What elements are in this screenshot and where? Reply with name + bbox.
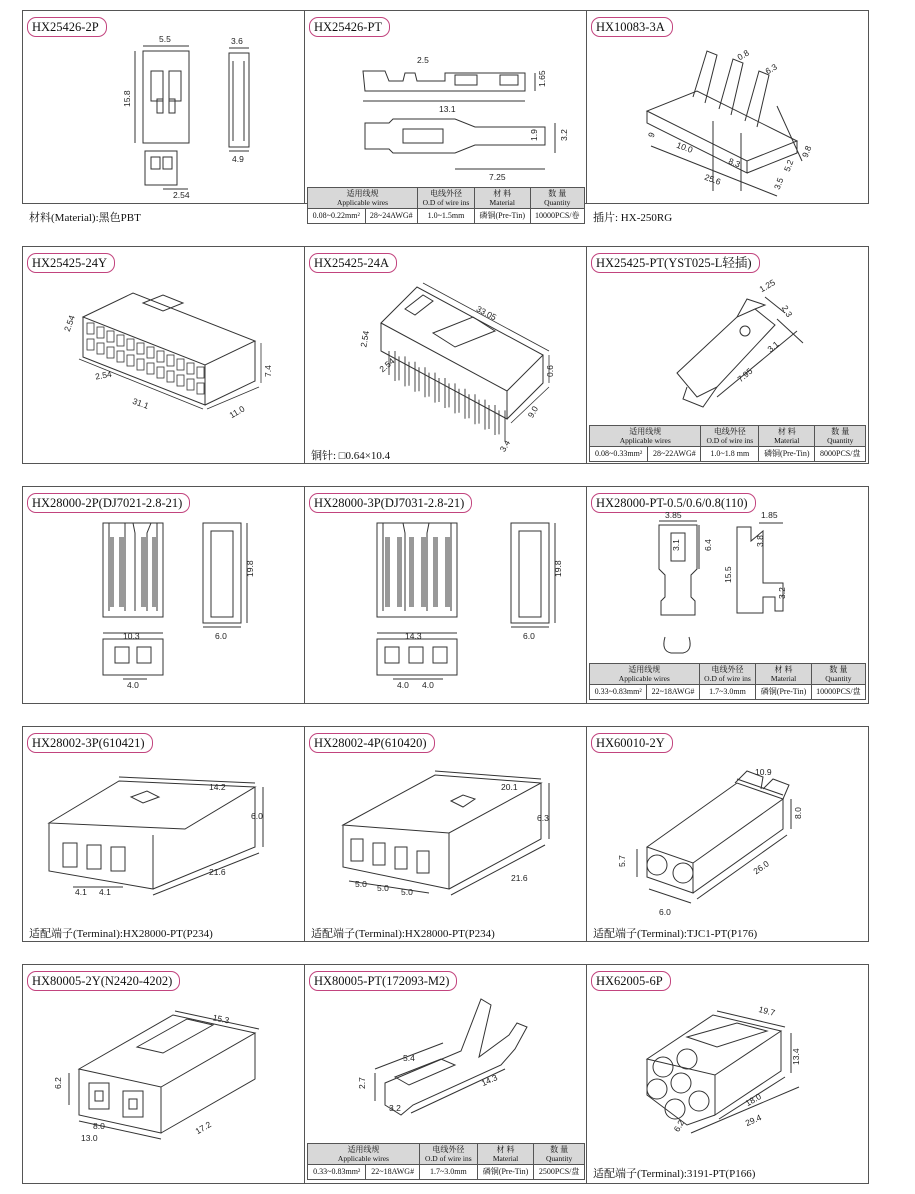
dim-label: 15.8 xyxy=(122,90,132,107)
material-note: 材料(Material):黑色PBT xyxy=(29,212,141,224)
dim-label: 5.4 xyxy=(403,1053,415,1063)
cavity xyxy=(127,339,134,350)
panel-title: HX25425-24Y xyxy=(27,253,115,273)
spec-header-cn: 适用线规 xyxy=(346,189,379,198)
cavity xyxy=(157,367,164,378)
cavity xyxy=(157,351,164,362)
dim-label: 13.1 xyxy=(439,104,456,114)
cavity xyxy=(87,323,94,334)
cavity xyxy=(117,335,124,346)
spec-cell: 28~24AWG# xyxy=(365,209,418,224)
dim-label: 1.85 xyxy=(761,510,778,520)
panel-title: HX28000-3P(DJ7031-2.8-21) xyxy=(309,493,472,513)
dim-label: 19.8 xyxy=(553,560,563,577)
panel-hx28000-2p xyxy=(23,487,305,703)
spec-header-en: Quantity xyxy=(546,1154,573,1163)
header-drawing xyxy=(305,247,587,465)
dim-label: 5.0 xyxy=(401,887,413,897)
housing-drawing xyxy=(305,727,587,943)
dim-label: 6.0 xyxy=(215,631,227,641)
dim-label: 3.6 xyxy=(231,36,243,46)
spec-header-cn: 数 量 xyxy=(831,427,850,436)
dim-label: 9 xyxy=(645,130,657,139)
catalog-row-1 xyxy=(22,10,869,224)
spec-header-en: Applicable wires xyxy=(618,674,670,683)
dim-label: 5.5 xyxy=(159,34,171,44)
spec-cell: 1.7~3.0mm xyxy=(419,1165,477,1180)
panel-hx25425-pt xyxy=(587,247,868,463)
housing-drawing xyxy=(23,487,305,705)
cavity xyxy=(147,347,154,358)
spec-cell: 磷铜(Pre-Tin) xyxy=(759,447,815,462)
panel-hx62005-6p xyxy=(587,965,868,1183)
dim-label: 6.0 xyxy=(523,631,535,641)
dim-label: 3.4 xyxy=(497,438,513,454)
dim-label: 15.5 xyxy=(723,566,733,583)
spec-cell: 0.33~0.83mm² xyxy=(590,685,647,700)
dim-label: 6.0 xyxy=(251,811,263,821)
spec-header-en: O.D of wire ins xyxy=(424,1154,472,1163)
panel-title: HX25425-PT(YST025-L轻插) xyxy=(591,253,760,273)
housing-drawing xyxy=(587,965,868,1185)
spec-header-cn: 电线外径 xyxy=(713,427,746,436)
panel-hx60010-2y xyxy=(587,727,868,941)
dim-label: 2.7 xyxy=(357,1077,367,1089)
spec-header-en: Applicable wires xyxy=(337,1154,389,1163)
dim-label: 29.4 xyxy=(743,1112,763,1129)
dim-label: 4.0 xyxy=(422,680,434,690)
dim-label: 2.54 xyxy=(173,190,190,200)
spec-cell: 磷铜(Pre-Tin) xyxy=(756,685,811,700)
spec-cell: 28~22AWG# xyxy=(648,447,701,462)
cavity xyxy=(107,331,114,342)
spec-cell: 磷铜(Pre-Tin) xyxy=(474,209,530,224)
dim-label: 11.0 xyxy=(227,403,247,421)
panel-hx25426-pt xyxy=(305,11,587,220)
cavity xyxy=(177,359,184,370)
panel-hx28000-3p xyxy=(305,487,587,703)
dim-label: 2.3 xyxy=(779,303,795,319)
spec-header-cn: 适用线规 xyxy=(347,1145,380,1154)
dim-label: 0.8 xyxy=(735,47,751,63)
panel-title: HX80005-2Y(N2420-4202) xyxy=(27,971,180,991)
spec-header-cn: 材 料 xyxy=(777,427,796,436)
panel-title: HX25426-PT xyxy=(309,17,390,37)
dim-label: 9.0 xyxy=(525,404,541,420)
dim-label: 6.2 xyxy=(53,1077,63,1089)
dim-label: 10.3 xyxy=(123,631,140,641)
cavity xyxy=(97,327,104,338)
dim-label: 10.0 xyxy=(675,139,695,155)
spec-row xyxy=(308,209,585,224)
dim-label: 10.9 xyxy=(755,767,772,777)
spec-header-cn: 电线外径 xyxy=(711,665,744,674)
dim-label: 6.2 xyxy=(671,1118,687,1134)
cavity xyxy=(137,343,144,354)
cavity xyxy=(167,355,174,366)
dim-label: 4.9 xyxy=(232,154,244,164)
spec-cell: 10000PCS/盘 xyxy=(811,685,865,700)
spec-header-cn: 数 量 xyxy=(829,665,848,674)
dim-label: 7.25 xyxy=(489,172,506,182)
panel-hx28002-4p xyxy=(305,727,587,941)
spec-header-en: O.D of wire ins xyxy=(706,436,754,445)
spec-header-cn: 材 料 xyxy=(774,665,793,674)
pin-note: 铜针: □0.64×10.4 xyxy=(311,450,391,462)
dim-label: 3.2 xyxy=(389,1103,401,1113)
cavity xyxy=(97,343,104,354)
dim-label: 9.8 xyxy=(799,144,814,159)
spec-header-cn: 电线外径 xyxy=(429,189,462,198)
cavity xyxy=(167,371,174,382)
panel-title: HX25426-2P xyxy=(27,17,107,37)
cavity xyxy=(117,351,124,362)
spec-header-cn: 材 料 xyxy=(496,1145,515,1154)
dim-label: 8.3 xyxy=(727,155,742,170)
spec-header-en: Material xyxy=(774,436,800,445)
dim-label: 33.05 xyxy=(474,303,499,323)
panel-title: HX28000-PT-0.5/0.6/0.8(110) xyxy=(591,493,756,513)
spec-header-cn: 材 料 xyxy=(493,189,512,198)
dim-label: 8.0 xyxy=(93,1121,105,1131)
catalog-row-3 xyxy=(22,486,869,704)
panel-title: HX60010-2Y xyxy=(591,733,673,753)
dim-label: 3.1 xyxy=(671,539,681,551)
dim-label: 4.1 xyxy=(99,887,111,897)
panel-hx25425-24a xyxy=(305,247,587,463)
spec-table xyxy=(589,663,866,700)
dim-label: 7.4 xyxy=(263,365,273,377)
panel-title: HX10083-3A xyxy=(591,17,673,37)
spec-cell: 1.7~3.0mm xyxy=(699,685,756,700)
spec-cell: 0.08~0.22mm² xyxy=(308,209,366,224)
spec-header-en: O.D of wire ins xyxy=(704,674,751,683)
dim-label: 1.65 xyxy=(537,70,547,87)
panel-hx28000-pt xyxy=(587,487,868,703)
spec-cell: 0.08~0.33mm² xyxy=(590,447,648,462)
dim-label: 4.0 xyxy=(397,680,409,690)
spec-header-cn: 数 量 xyxy=(550,1145,569,1154)
panel-title: HX25425-24A xyxy=(309,253,397,273)
dim-label: 6.0 xyxy=(659,907,671,917)
cavity xyxy=(187,363,194,374)
panel-hx28002-3p xyxy=(23,727,305,941)
spec-header-en: Material xyxy=(770,674,797,683)
panel-title: HX28002-4P(610420) xyxy=(309,733,435,753)
spec-row xyxy=(590,447,866,462)
dim-label: 18.0 xyxy=(743,1091,763,1109)
panel-hx25426-2p xyxy=(23,11,305,224)
dim-label: 17.2 xyxy=(193,1119,213,1137)
spec-cell: 10000PCS/卷 xyxy=(530,209,584,224)
dim-label: 2.54 xyxy=(61,313,77,333)
spec-header-en: O.D of wire ins xyxy=(422,198,470,207)
spec-table xyxy=(307,187,585,224)
cavity xyxy=(197,367,204,378)
housing-drawing xyxy=(23,247,305,465)
spec-header-en: Quantity xyxy=(544,198,571,207)
spec-table xyxy=(589,425,866,462)
dim-label: 3.2 xyxy=(559,129,569,141)
dim-label: 15.3 xyxy=(211,1012,231,1026)
dim-label: 13.4 xyxy=(791,1048,801,1065)
spec-header-en: Quantity xyxy=(827,436,854,445)
housing-drawing xyxy=(23,727,305,943)
spec-cell: 1.0~1.5mm xyxy=(418,209,475,224)
panel-title: HX28002-3P(610421) xyxy=(27,733,153,753)
dim-label: 6.4 xyxy=(703,539,713,551)
spec-row xyxy=(308,1165,585,1180)
housing-drawing xyxy=(23,965,305,1185)
spec-header-en: Quantity xyxy=(825,674,852,683)
terminal-note: 适配端子(Terminal):HX28000-PT(P234) xyxy=(311,928,495,940)
spec-header-en: Material xyxy=(489,198,515,207)
dim-label: 2.5 xyxy=(417,55,429,65)
dim-label: 6.3 xyxy=(763,61,779,77)
cavity xyxy=(147,363,154,374)
dim-label: 7.95 xyxy=(735,365,755,385)
dim-label: 19.8 xyxy=(245,560,255,577)
dim-label: 0.6 xyxy=(545,365,555,377)
dim-label: 26.0 xyxy=(751,858,771,877)
dim-label: 5.7 xyxy=(617,855,627,867)
panel-title: HX28000-2P(DJ7021-2.8-21) xyxy=(27,493,190,513)
terminal-note: 适配端子(Terminal):HX28000-PT(P234) xyxy=(29,928,213,940)
catalog-row-2 xyxy=(22,246,869,464)
dim-label: 14.3 xyxy=(479,1072,499,1089)
dim-label: 1.25 xyxy=(757,277,777,295)
dim-label: 8.0 xyxy=(793,807,803,819)
dim-label: 4.1 xyxy=(75,887,87,897)
dim-label: 5.0 xyxy=(355,879,367,889)
dim-label: 1.9 xyxy=(529,129,539,141)
spec-cell: 0.33~0.83mm² xyxy=(308,1165,366,1180)
cavity xyxy=(177,375,184,386)
spec-header-cn: 适用线规 xyxy=(628,665,661,674)
cavity xyxy=(197,383,204,394)
panel-hx10083-3a xyxy=(587,11,868,224)
dim-label: 5.0 xyxy=(377,883,389,893)
dim-label: 21.6 xyxy=(511,873,528,883)
dim-label: 3.1 xyxy=(765,338,781,355)
dim-label: 5.2 xyxy=(781,158,796,173)
panel-hx80005-pt xyxy=(305,965,587,1183)
dim-label: 25.6 xyxy=(703,171,723,187)
spec-header-cn: 电线外径 xyxy=(432,1145,465,1154)
dim-label: 14.2 xyxy=(209,782,226,792)
terminal-note: 适配端子(Terminal):3191-PT(P166) xyxy=(593,1168,756,1180)
cavity xyxy=(137,359,144,370)
dim-label: 2.54 xyxy=(358,329,372,348)
connector-drawing xyxy=(23,11,305,205)
spec-table xyxy=(307,1143,585,1180)
spec-cell: 22~18AWG# xyxy=(366,1165,419,1180)
tab-note: 插片: HX-250RG xyxy=(593,212,673,224)
terminal-note: 适配端子(Terminal):TJC1-PT(P176) xyxy=(593,928,758,940)
dim-label: 13.0 xyxy=(81,1133,98,1143)
cavity xyxy=(87,339,94,350)
spec-header-en: Applicable wires xyxy=(619,436,671,445)
catalog-row-5 xyxy=(22,964,869,1184)
panel-title: HX80005-PT(172093-M2) xyxy=(309,971,457,991)
dim-label: 2.54 xyxy=(377,355,397,375)
dim-label: 19.7 xyxy=(757,1004,777,1018)
dim-label: 3.8 xyxy=(755,535,765,547)
dim-label: 21.6 xyxy=(209,867,226,877)
catalog-row-4 xyxy=(22,726,869,942)
housing-drawing xyxy=(305,487,587,705)
spec-cell: 2500PCS/盘 xyxy=(534,1165,585,1180)
dim-label: 2.54 xyxy=(94,368,113,382)
dim-label: 6.3 xyxy=(537,813,549,823)
dim-label: 3.2 xyxy=(777,587,787,599)
housing-drawing xyxy=(587,727,868,943)
panel-hx25425-24y xyxy=(23,247,305,463)
spec-cell: 8000PCS/盘 xyxy=(815,447,866,462)
cavity xyxy=(127,355,134,366)
dim-label: 3.85 xyxy=(665,510,682,520)
spec-cell: 1.0~1.8 mm xyxy=(701,447,759,462)
header-drawing xyxy=(587,11,868,205)
dim-label: 31.1 xyxy=(131,395,151,411)
dim-label: 3.5 xyxy=(771,176,786,191)
dim-label: 4.0 xyxy=(127,680,139,690)
cavity xyxy=(107,347,114,358)
dim-label: 14.3 xyxy=(405,631,422,641)
cavity xyxy=(187,379,194,390)
terminal-drawing xyxy=(305,11,587,205)
panel-title: HX62005-6P xyxy=(591,971,671,991)
panel-hx80005-2y xyxy=(23,965,305,1183)
dim-label: 20.1 xyxy=(501,782,518,792)
spec-row xyxy=(590,685,866,700)
spec-header-cn: 适用线规 xyxy=(629,427,662,436)
spec-cell: 22~18AWG# xyxy=(647,685,699,700)
spec-header-cn: 数 量 xyxy=(548,189,567,198)
spec-header-en: Applicable wires xyxy=(336,198,389,207)
spec-cell: 磷铜(Pre-Tin) xyxy=(477,1165,534,1180)
spec-header-en: Material xyxy=(492,1154,519,1163)
